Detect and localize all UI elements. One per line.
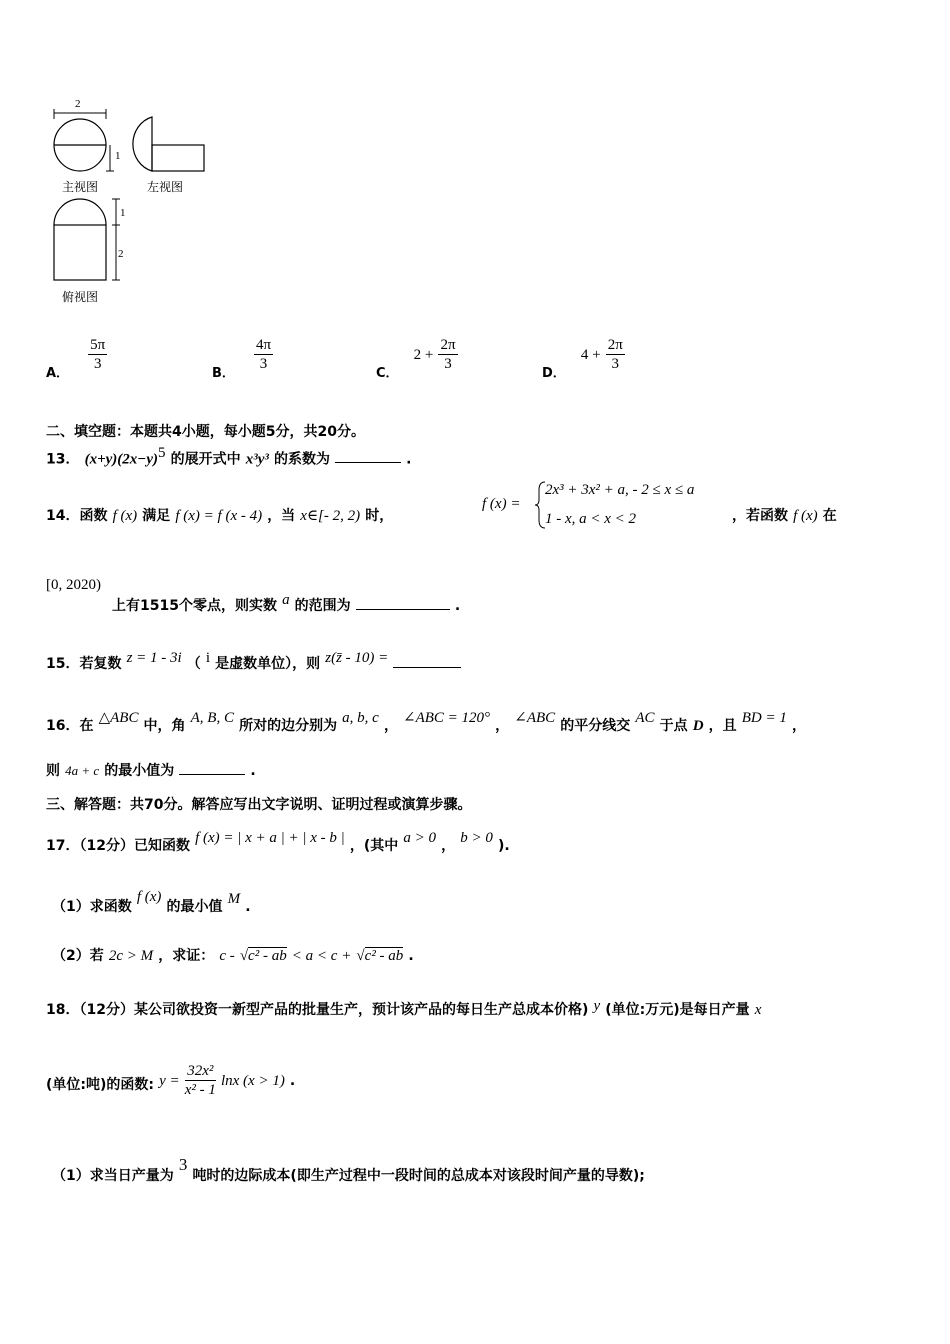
- q16-comma-2: ，: [495, 718, 510, 734]
- q18-fraction: [185, 1062, 216, 1099]
- q18-text-2: (单位:吨)的函数:: [46, 1077, 154, 1093]
- q14-text-2: ，当: [267, 508, 296, 524]
- left-view-label: 左视图: [147, 180, 184, 194]
- choice-b[interactable]: [212, 336, 273, 381]
- choice-c-denominator: 3: [444, 356, 452, 372]
- q16-number: 16．在: [46, 718, 94, 734]
- q17-b-condition: b > 0: [460, 830, 493, 846]
- choice-b-label: B．: [212, 366, 235, 381]
- q16-text-1: 中，角: [143, 718, 186, 734]
- q13-text: 的展开式中: [170, 451, 241, 468]
- q18-1-three: 3: [178, 1155, 188, 1174]
- choice-b-numerator: 4π: [256, 337, 272, 353]
- q16-text-7: 的最小值为: [104, 763, 175, 779]
- choice-a-denominator: 3: [93, 356, 102, 372]
- q14-case-2: 1 - x, a < x < 2: [545, 511, 637, 527]
- choice-d-denominator: 3: [611, 356, 619, 372]
- choice-a-label: A．: [46, 366, 70, 381]
- q14-text-6: 上有1515个零点，则实数: [112, 598, 277, 614]
- q17-1-text-1: 的最小值: [166, 899, 223, 915]
- q17-2-condition: 2c > M: [108, 948, 154, 964]
- q15-expression: z(z̄ - 10) =: [325, 650, 389, 666]
- q18-tail: lnx (x > 1): [220, 1073, 285, 1089]
- question-16-line-2: [46, 760, 256, 780]
- choice-c-label: C．: [376, 366, 399, 381]
- q16-comma-3: ，: [791, 718, 806, 734]
- q13-exponent: 5: [158, 445, 166, 461]
- dim-top-label: 2: [75, 98, 81, 110]
- sqrt-sign-1: √: [239, 948, 249, 964]
- q16-end: .: [250, 763, 256, 779]
- question-16-line-1: [46, 708, 806, 735]
- q16-point-d: D: [692, 718, 704, 734]
- q13-end: .: [406, 451, 412, 468]
- q17-2-text-0: （2）若: [52, 948, 104, 964]
- top-view-label: 俯视图: [62, 290, 99, 304]
- q17-1-function: f (x): [136, 889, 162, 905]
- q18-x: x: [754, 1002, 762, 1018]
- question-17: [46, 830, 510, 855]
- q16-comma-1: ，: [383, 718, 398, 734]
- question-14-line-1-tail: [732, 505, 837, 525]
- q18-fraction-denominator: x² - 1: [184, 1082, 216, 1098]
- front-view: [54, 109, 114, 171]
- q16-triangle: △ABC: [98, 710, 139, 726]
- q13-answer-blank[interactable]: [335, 462, 401, 463]
- q13-number: 13．: [46, 451, 80, 468]
- q14-end: .: [454, 598, 461, 614]
- q14-text-4: ，若函数: [732, 508, 788, 524]
- q18-y-eq: y =: [159, 1073, 180, 1089]
- q17-comma: ，: [441, 838, 456, 854]
- q15-text-1: （: [186, 656, 201, 672]
- q14-case-1: 2x³ + 3x² + a, - 2 ≤ x ≤ a: [545, 482, 695, 498]
- q17-a-condition: a > 0: [403, 830, 437, 846]
- q18-1-text-1: 吨时的边际成本(即生产过程中一段时间的总成本对该段时间产量的导数);: [192, 1168, 645, 1184]
- question-17-part-2: [52, 945, 414, 965]
- front-view-label: 主视图: [62, 180, 99, 194]
- q18-text-1: (单位:万元)是每日产量: [605, 1002, 750, 1018]
- choice-b-denominator: 3: [259, 356, 268, 372]
- question-18-part-1: [52, 1155, 645, 1185]
- q14-text-3: 时，: [365, 508, 394, 524]
- q17-2-ineq-a: c -: [219, 948, 235, 964]
- q14-interval: [0, 2020): [46, 577, 101, 593]
- q14-piecewise-f: f (x) =: [482, 496, 521, 512]
- q15-text-2: 是虚数单位），则: [215, 656, 321, 672]
- q14-fx: f (x): [112, 508, 138, 524]
- q17-function: f (x) = | x + a | + | x - b |: [195, 830, 345, 846]
- q16-ac: AC: [635, 710, 655, 726]
- choice-b-fraction: [254, 336, 273, 373]
- q15-answer-blank[interactable]: [393, 667, 461, 668]
- q16-angles: A, B, C: [190, 710, 234, 726]
- q17-1-m: M: [227, 891, 241, 907]
- q15-z: z = 1 - 3i: [126, 650, 182, 666]
- choice-d-prefix: 4 +: [580, 347, 601, 363]
- q14-answer-blank[interactable]: [356, 609, 450, 610]
- section-2-heading: 二、填空题：本题共4小题，每小题5分，共20分。: [46, 424, 365, 440]
- question-17-part-1: [52, 889, 251, 916]
- q17-2-ineq-b: < a < c +: [291, 948, 352, 964]
- q16-angle-value: ∠ABC = 120°: [403, 710, 491, 726]
- choice-d-fraction: [606, 336, 625, 373]
- q13-tail: 的系数为: [273, 451, 330, 468]
- q13-expression: (x+y)(2x−y): [84, 451, 159, 468]
- choice-a-numerator: 5π: [90, 337, 106, 353]
- question-18-line-1: [46, 998, 761, 1019]
- q16-expression: 4a + c: [65, 763, 100, 778]
- question-18-line-2: [46, 1062, 295, 1099]
- question-15: [46, 650, 461, 673]
- q17-2-radicand-1: c² - ab: [248, 948, 287, 964]
- q16-angle-2: ∠ABC: [514, 710, 556, 726]
- q14-domain: x∈[- 2, 2): [300, 508, 361, 524]
- choice-d[interactable]: [542, 336, 625, 381]
- q15-number: 15．若复数: [46, 656, 122, 672]
- q16-bd: BD = 1: [741, 710, 787, 726]
- q16-text-4: 于点: [659, 718, 688, 734]
- choice-d-numerator: 2π: [607, 337, 623, 353]
- choice-c[interactable]: [376, 336, 458, 381]
- q13-term: x³y³: [245, 451, 269, 468]
- q14-fx-2: f (x): [793, 508, 818, 524]
- q16-text-3: 的平分线交: [560, 718, 631, 734]
- choice-c-numerator: 2π: [440, 337, 456, 353]
- q17-2-radicand-2: c² - ab: [364, 948, 404, 964]
- q18-number: 18．（12分）某公司欲投资一新型产品的批量生产，预计该产品的每日生产总成本价格): [46, 1002, 589, 1018]
- q18-end: .: [289, 1073, 296, 1089]
- q17-2-text-1: ，求证：: [158, 948, 215, 964]
- q17-number: 17．（12分）已知函数: [46, 838, 190, 854]
- q14-text-7: 的范围为: [294, 598, 351, 614]
- q14-period-eq: f (x) = f (x - 4): [175, 508, 263, 524]
- question-13: [46, 445, 411, 468]
- left-view: [133, 117, 204, 171]
- dim-right-label: 1: [115, 150, 121, 162]
- dim-top-view-lower-label: 2: [118, 248, 124, 260]
- choice-c-fraction: [438, 336, 457, 373]
- q14-a: a: [282, 592, 290, 608]
- q18-1-text-0: （1）求当日产量为: [52, 1168, 174, 1184]
- choice-a[interactable]: [46, 336, 107, 381]
- top-view: [54, 199, 120, 280]
- dim-top-view-upper-label: 1: [120, 207, 126, 219]
- question-14-line-2: [112, 592, 460, 615]
- choice-a-fraction: [88, 336, 107, 373]
- q16-text-6: 则: [46, 763, 60, 779]
- q14-text-5: 在: [822, 508, 837, 524]
- q18-y: y: [593, 998, 601, 1014]
- q17-1-end: .: [245, 899, 251, 915]
- q16-answer-blank[interactable]: [179, 774, 245, 775]
- sqrt-sign-2: √: [356, 948, 365, 964]
- q17-1-text-0: （1）求函数: [52, 899, 132, 915]
- q16-text-5: ，且: [708, 718, 737, 734]
- choice-c-prefix: 2 +: [413, 347, 434, 363]
- section-3-heading: 三、解答题：共70分。解答应写出文字说明、证明过程或演算步骤。: [46, 797, 472, 813]
- q14-number: 14．函数: [46, 508, 108, 524]
- q16-sides: a, b, c: [342, 710, 379, 726]
- q17-text-1: ，(其中: [349, 838, 399, 854]
- three-view-figure: [40, 95, 220, 310]
- q17-end: ).: [497, 838, 510, 854]
- q16-text-2: 所对的边分别为: [239, 718, 338, 734]
- question-14-line-1: [46, 505, 393, 525]
- q14-text-1: 满足: [142, 508, 171, 524]
- q17-2-end: .: [408, 948, 414, 964]
- q18-fraction-numerator: 32x²: [185, 1062, 216, 1081]
- q15-i: i: [205, 650, 211, 666]
- choice-d-label: D．: [542, 366, 566, 381]
